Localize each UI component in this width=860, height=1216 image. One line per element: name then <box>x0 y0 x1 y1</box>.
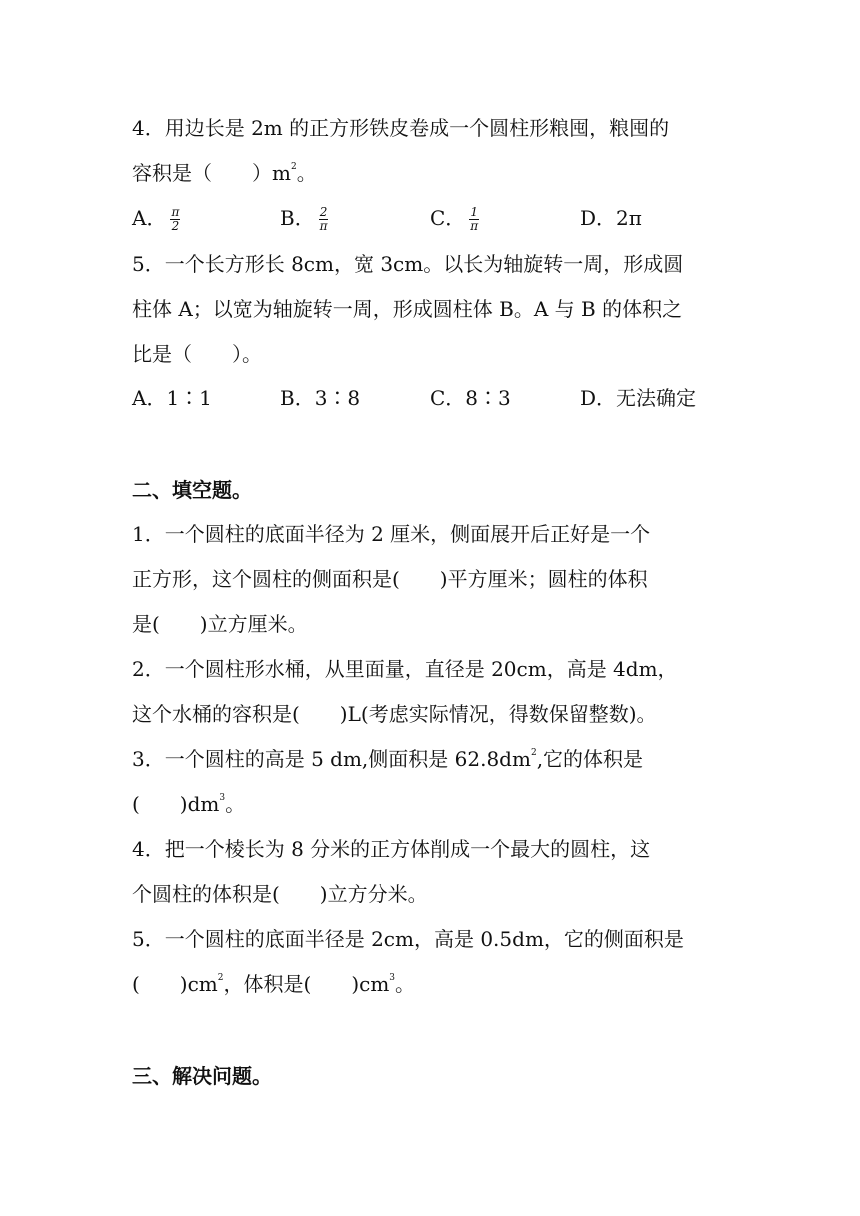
q4-option-a <box>132 204 180 233</box>
s2-q3-exponent-1: 2 <box>530 748 537 758</box>
s2-q4-line2: 个圆柱的体积是( )立方分米。 <box>132 882 428 906</box>
s2-q5-exponent-1: 2 <box>217 973 224 983</box>
q4-option-b-num: 2 <box>319 205 328 219</box>
q4-option-c-den: π <box>470 219 479 233</box>
q5-option-d: D．无法确定 <box>580 386 697 410</box>
q4-exponent: 2 <box>290 162 297 172</box>
s2-q1-line1: 1．一个圆柱的底面半径为 2 厘米，侧面展开后正好是一个 <box>132 522 651 546</box>
s2-q3-line1-end: ,它的体积是 <box>536 747 644 771</box>
s2-q5-line1: 5．一个圆柱的底面半径是 2cm，高是 0.5dm，它的侧面积是 <box>132 927 684 951</box>
q4-option-a-fraction <box>170 206 180 233</box>
s2-q3-line1 <box>132 745 643 773</box>
s2-q5-line2-b: ，体积是( )cm <box>223 972 390 996</box>
s2-q3-line2 <box>132 790 245 818</box>
s2-q2-line1: 2．一个圆柱形水桶，从里面量，直径是 20cm，高是 4dm， <box>132 657 678 681</box>
s2-q5-line2 <box>132 970 415 998</box>
s2-q3-line2-end: 。 <box>225 792 246 816</box>
s2-q2-line2: 这个水桶的容积是( )L(考虑实际情况，得数保留整数)。 <box>132 702 657 726</box>
s2-q3-line2-text: ( )dm <box>132 792 220 816</box>
s2-q3-exponent-2: 3 <box>219 793 226 803</box>
q5-option-c: C．8∶3 <box>430 386 511 410</box>
q5-line3: 比是（ ）。 <box>132 342 262 366</box>
q4-line2 <box>132 159 317 187</box>
q4-option-c-letter: C． <box>430 206 466 230</box>
q4-option-d: D．2π <box>580 206 642 230</box>
q4-line2-text: 容积是（ ）m <box>132 161 291 185</box>
q4-option-b-fraction <box>319 206 329 233</box>
q4-option-b-letter: B． <box>280 206 315 230</box>
s2-q5-line2-c: 。 <box>395 972 416 996</box>
s2-q4-line1: 4．把一个棱长为 8 分米的正方体削成一个最大的圆柱，这 <box>132 837 651 861</box>
s2-q5-line2-a: ( )cm <box>132 972 218 996</box>
q4-option-b <box>280 204 328 233</box>
s2-q3-line1-text: 3．一个圆柱的高是 5 dm,侧面积是 62.8dm <box>132 747 531 771</box>
q5-line1: 5．一个长方形长 8cm，宽 3cm。以长为轴旋转一周，形成圆 <box>132 252 684 276</box>
s2-q5-exponent-2: 3 <box>389 973 396 983</box>
q5-option-b: B．3∶8 <box>280 386 361 410</box>
q4-option-a-den: 2 <box>171 219 180 233</box>
q5-line2: 柱体 A；以宽为轴旋转一周，形成圆柱体 B。A 与 B 的体积之 <box>132 297 683 321</box>
section2-title: 二、填空题。 <box>132 478 252 502</box>
s2-q1-line3: 是( )立方厘米。 <box>132 612 308 636</box>
q4-option-a-letter: A． <box>132 206 167 230</box>
q4-line2-end: 。 <box>296 161 317 185</box>
q4-option-c <box>430 204 479 233</box>
s2-q1-line2: 正方形，这个圆柱的侧面积是( )平方厘米；圆柱的体积 <box>132 567 648 591</box>
q4-option-a-num: π <box>171 205 180 219</box>
q4-option-b-den: π <box>319 219 328 233</box>
q4-line1: 4．用边长是 2m 的正方形铁皮卷成一个圆柱形粮囤，粮囤的 <box>132 116 670 140</box>
q4-option-c-num: 1 <box>470 205 478 219</box>
section3-title: 三、解决问题。 <box>132 1064 272 1088</box>
q4-option-c-fraction <box>469 206 479 233</box>
q5-option-a: A．1∶1 <box>132 386 212 410</box>
